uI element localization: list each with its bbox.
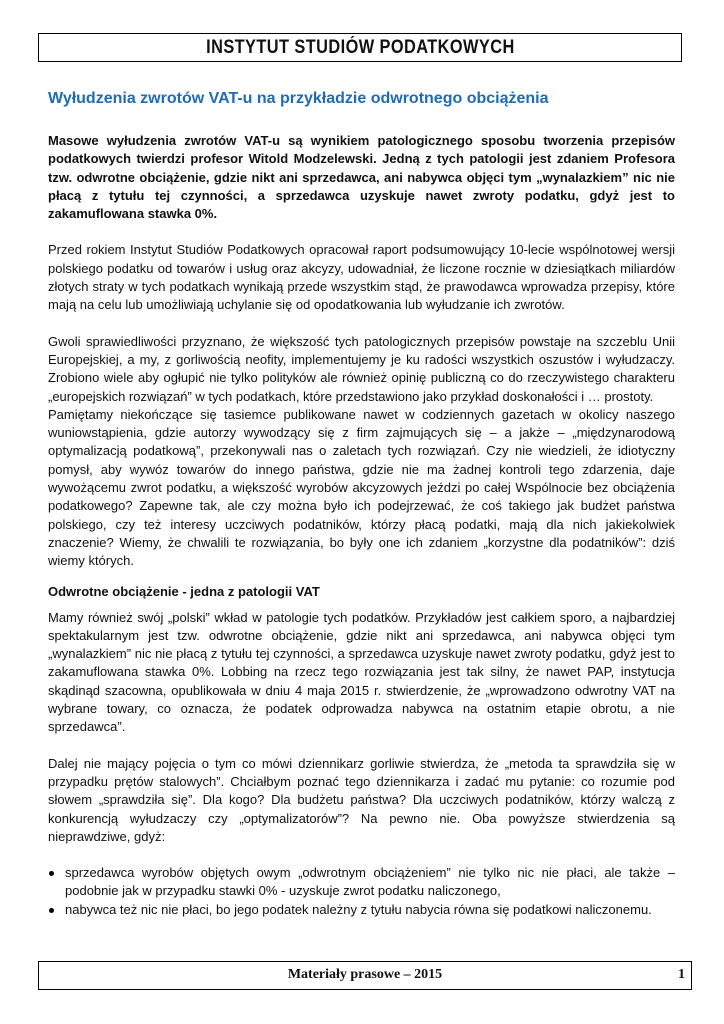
page-number: 1 bbox=[678, 967, 685, 982]
footer-box bbox=[38, 961, 692, 990]
document-body bbox=[48, 88, 675, 919]
header-box bbox=[38, 33, 682, 62]
paragraph-1: Przed rokiem Instytut Studiów Podatkowych opracował raport podsumowujący 10-lecie wspólnotowej wersji polskiego podatku od towarów i usług oraz akcyzy, udowadniał, że liczone rocznie w dziesiątkach miliardów złotych straty w tych podatkach wynikają przede wszystkim stąd, że prawodawca wprowadza przepisy, które mają na celu lub umożliwiają uchylanie się od opodatkowania lub wyłudzanie ich zwrotów. bbox=[48, 242, 675, 313]
paragraph-2: Gwoli sprawiedliwości przyznano, że większość tych patologicznych przepisów powstaje na szczeblu Unii Europejskiej, a my, z gorliwością neofity, implementujemy je ku radości wszystkich oszustów i wyłudzaczy. Zrobiono wiele aby ogłupić nie tylko polityków ale również opinię publiczną co do rzeczywistego charakteru „europejskich rozwiązań” w tych podatkach, które przedstawiono jako przykład doskonałości i … prostoty. bbox=[48, 333, 675, 404]
paragraph-4: Mamy również swój „polski” wkład w patologie tych podatków. Przykładów jest całkiem sporo, a najbardziej spektakularnym jest tzw. odwrotne obciążenie, gdzie nikt ani sprzedawca, ani nabywca objęci tym „wynalazkiem” nic nie płacą z tytułu tej czynności, a sprzedawca uzyskuje nawet zwroty podatku, gdyż jest to zakamuflowana stawka 0%. Lobbing na rzecz tego rozwiązania jest tak silny, że nawet PAP, instytucja skądinąd szacowna, opublikowała w dniu 4 maja 2015 r. stwierdzenie, że „wprowadzono odwrotny VAT na wybrane towary, co oznacza, że podatek odprowadza nabywca na ostatnim etapie obrotu, a nie sprzedawca”. bbox=[48, 609, 675, 735]
list-item: sprzedawca wyrobów objętych owym „odwrotnym obciążeniem” nie tylko nic nie płaci, ale także – podobnie jak w przypadku stawki 0% - uzyskuje zwrot podatku naliczonego, bbox=[65, 864, 675, 901]
list-item: nabywca też nic nie płaci, bo jego podatek należny z tytułu nabycia równa się podatkowi naliczonemu. bbox=[65, 901, 675, 919]
footer-label: Materiały prasowe – 2015 bbox=[287, 967, 443, 982]
bullet-list bbox=[48, 864, 675, 919]
institute-title: INSTYTUT STUDIÓW PODATKOWYCH bbox=[205, 36, 515, 58]
paragraph-5: Dalej nie mający pojęcia o tym co mówi dziennikarz gorliwie stwierdza, że „metoda ta sprawdziła się w przypadku prętów stalowych”. Chciałbym poznać tego dziennikarza i zadać mu pytanie: co rozumie pod słowem „sprawdziła się”. Dla kogo? Dla budżetu państwa? Dla uczciwych podatników, którzy walczą z konkurencją wyłudzaczy czy „optymalizatorów”? Na pewno nie. Oba powyższe stwierdzenia są nieprawdziwe, gdyż: bbox=[48, 755, 675, 844]
paragraph-3: Pamiętamy niekończące się tasiemce publikowane nawet w codziennych gazetach w okolicy naszego wuniowstąpienia, gdzie autorzy wywodzący się z firm zajmujących się – a jakże – „międzynarodową optymalizacją podatkową”, przekonywali nas o zaletach tych rozwiązań. Czy nie wiedzieli, że idiotyczny pomysł, aby wywóz towarów do innego państwa, gdzie nie ma żadnej kontroli tego zdarzenia, daje wywożącemu zwrot podatku, a większość wyrobów akcyzowych jeździ po całej Wspólnocie bez obciążenia podatkowego? Zapewne tak, ale czy można było ich podejrzewać, że coś takiego jak budżet państwa polskiego, czy też interesy uczciwych podatników, którzy płacą podatki, mają dla nich jakiekolwiek znaczenie? Wiemy, że chwalili te rozwiązania, bo były one ich zdaniem „korzystne dla podatników”: dziś wiemy których. bbox=[48, 406, 675, 569]
lead-paragraph: Masowe wyłudzenia zwrotów VAT-u są wynikiem patologicznego sposobu tworzenia przepisów podatkowych twierdzi profesor Witold Modzelewski. Jedną z tych patologii jest zdaniem Profesora tzw. odwrotne obciążenie, gdzie nikt ani sprzedawca, ani nabywca objęci tym „wynalazkiem” nic nie płacą z tytułu tej czynności, a sprzedawca uzyskuje nawet zwroty podatku, gdyż jest to zakamuflowana stawka 0%. bbox=[48, 133, 675, 222]
section-heading: Odwrotne obciążenie - jedna z patologii VAT bbox=[48, 583, 320, 599]
article-title: Wyłudzenia zwrotów VAT-u na przykładzie odwrotnego obciążenia bbox=[48, 90, 549, 107]
